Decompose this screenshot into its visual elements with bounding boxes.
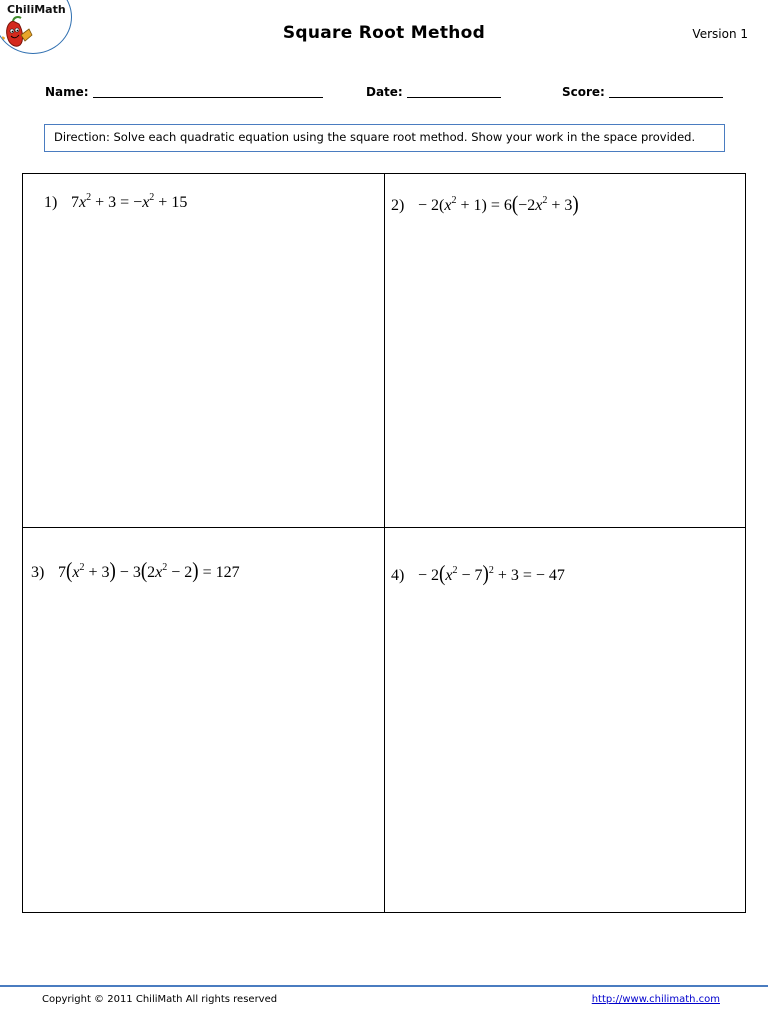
version-label: Version 1 (692, 27, 748, 41)
problem-1 (44, 192, 187, 212)
logo-text: ChiliMath (7, 3, 66, 16)
footer-divider (0, 985, 768, 987)
grid-divider-horizontal (23, 527, 745, 528)
date-field[interactable] (366, 85, 501, 99)
name-label: Name: (45, 85, 89, 99)
problem-4 (391, 564, 565, 586)
copyright-text: Copyright © 2011 ChiliMath All rights reserved (42, 994, 278, 1005)
equation: − $2(x^2 + 1) = 6(-2x^2 + 3)$ (418, 192, 579, 217)
date-label: Date: (366, 85, 403, 99)
problem-2 (391, 194, 579, 216)
equation: $7x^2 + 3 = -x^2 + 15$ (71, 192, 188, 211)
score-label: Score: (562, 85, 605, 99)
website-link[interactable]: http://www.chilimath.com (591, 994, 720, 1005)
name-field[interactable] (45, 85, 323, 99)
problem-number: 2) (391, 197, 405, 214)
date-line[interactable] (407, 86, 501, 98)
equation: − $2(x^2 - 7)^2 + 3$ = − 47 (418, 562, 565, 587)
name-line[interactable] (93, 86, 323, 98)
score-line[interactable] (609, 86, 723, 98)
equation: $7(x^2 + 3) - 3(2x^2 - 2) = 127$ (58, 559, 240, 584)
problem-3 (31, 561, 240, 583)
problem-number: 1) (44, 194, 58, 211)
direction-box: Direction: Solve each quadratic equation using the square root method. Show your work in the space provided. (44, 124, 725, 152)
problem-number: 3) (31, 564, 45, 581)
score-field[interactable] (562, 85, 723, 99)
problem-grid (22, 173, 746, 913)
grid-divider-vertical (384, 174, 385, 912)
page-title: Square Root Method (282, 23, 486, 43)
problem-number: 4) (391, 567, 405, 584)
